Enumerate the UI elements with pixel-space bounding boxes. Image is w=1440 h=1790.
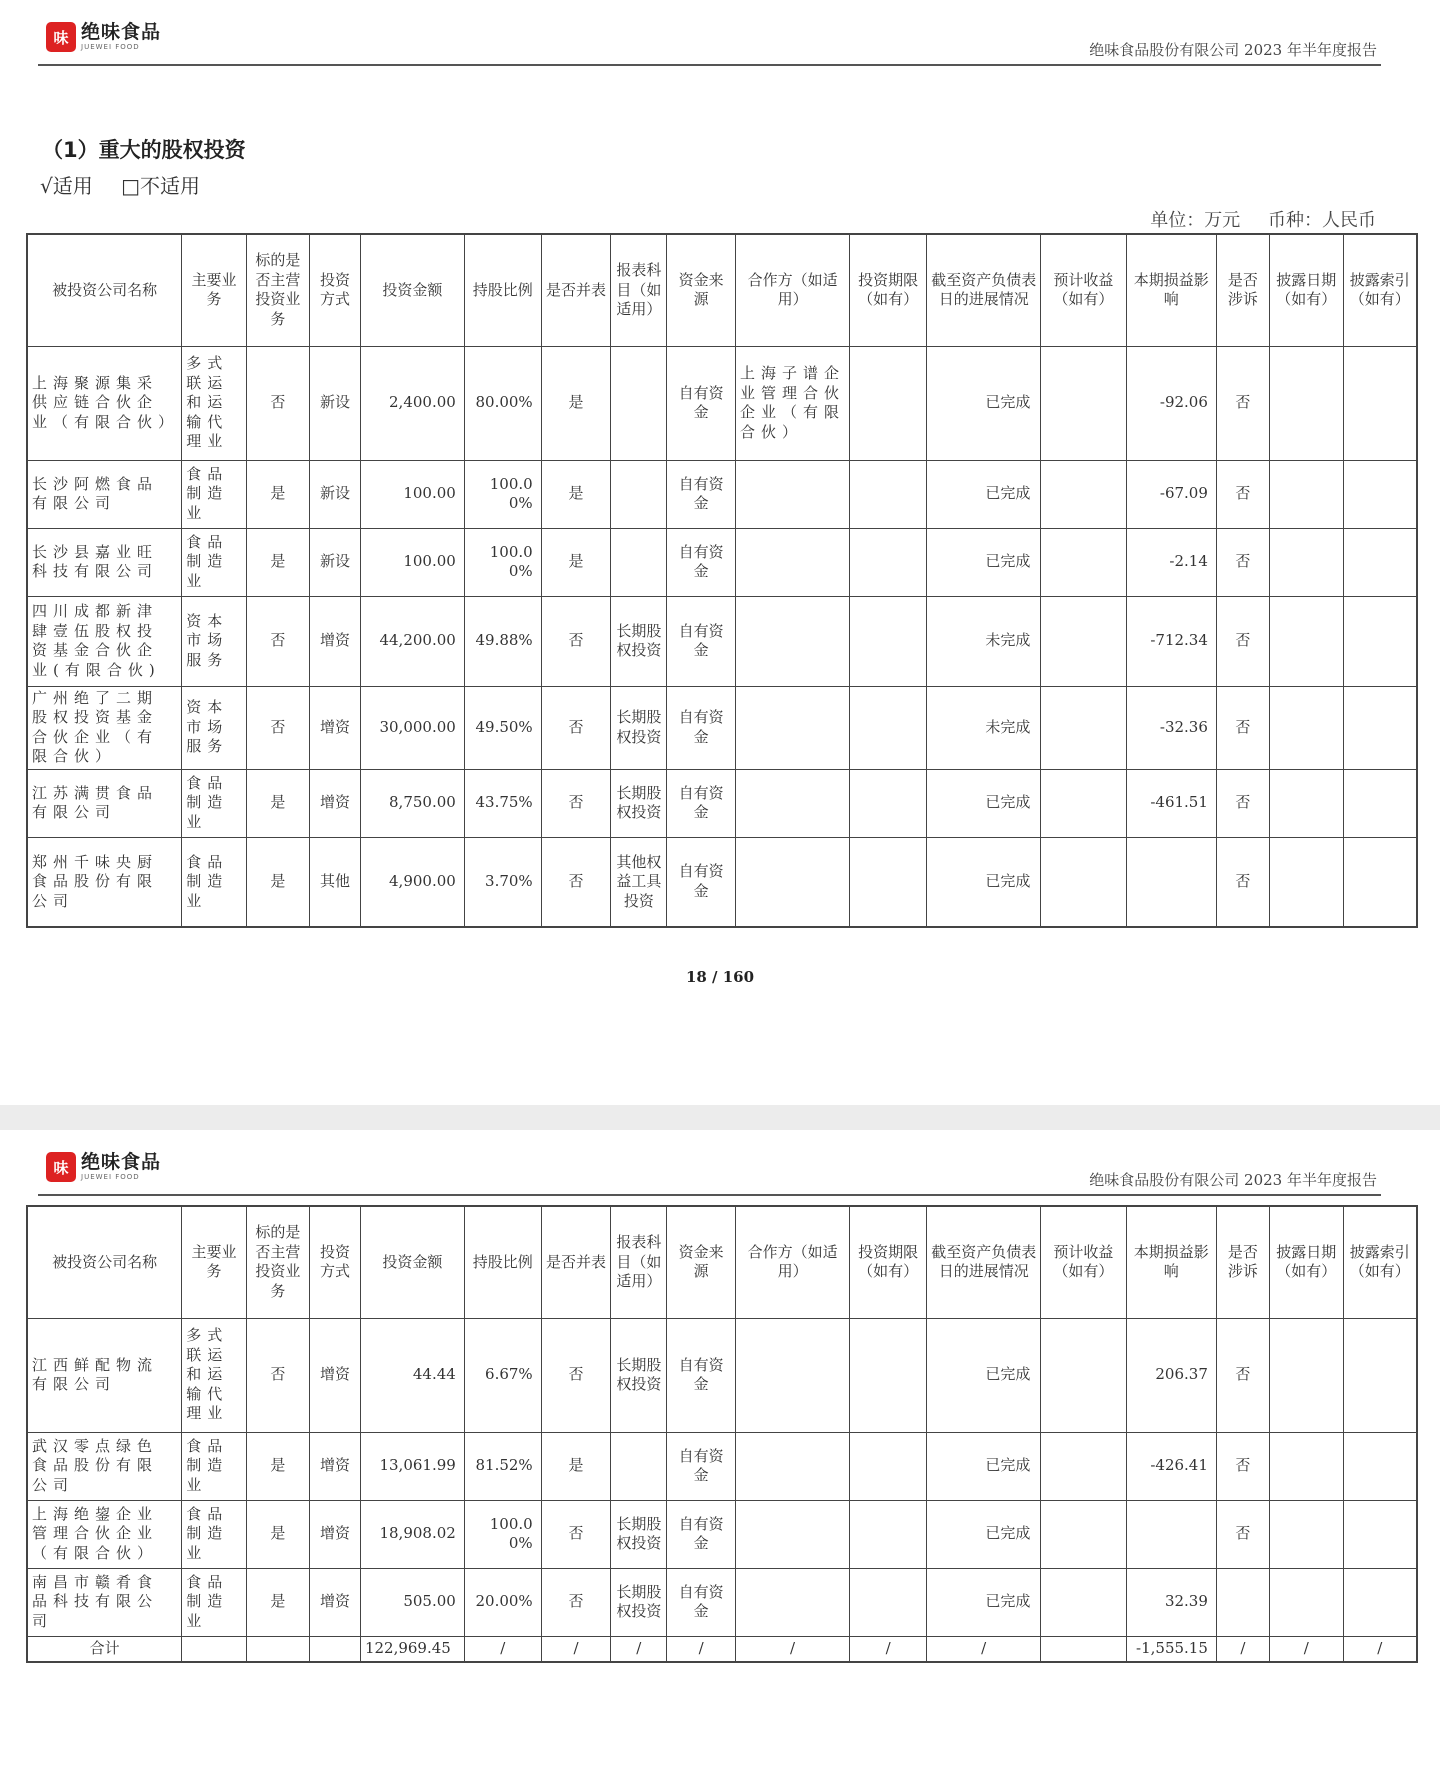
table-row xyxy=(27,596,1417,686)
table-cell: 否 xyxy=(246,596,309,686)
table-cell xyxy=(1269,769,1343,837)
table-cell xyxy=(1041,528,1126,596)
table-cell: 49.88% xyxy=(464,596,541,686)
table-cell xyxy=(1343,528,1417,596)
page-number: 18 / 160 xyxy=(685,968,755,986)
column-header: 投资期限（如有） xyxy=(850,1206,927,1318)
table-cell: 增资 xyxy=(310,596,361,686)
table-cell: 100.00% xyxy=(464,1500,541,1568)
table-cell: 食品制造业 xyxy=(182,837,246,927)
table-cell: 自有资金 xyxy=(667,686,736,769)
total-cell: / xyxy=(850,1636,927,1662)
table-cell: 自有资金 xyxy=(667,1568,736,1636)
table-cell: 广州绝了二期股权投资基金合伙企业（有限合伙） xyxy=(27,686,182,769)
table-cell: -92.06 xyxy=(1126,346,1216,460)
total-cell: / xyxy=(735,1636,849,1662)
table-cell: 100.00 xyxy=(360,460,464,528)
table-cell xyxy=(850,1318,927,1432)
table-cell: 否 xyxy=(1216,1432,1269,1500)
table-cell: 长期股权投资 xyxy=(611,686,667,769)
table-cell: 否 xyxy=(541,769,611,837)
not-applicable-option: □不适用 xyxy=(121,174,201,198)
table-cell xyxy=(1343,837,1417,927)
table-cell: 郑州千味央厨食品股份有限公司 xyxy=(27,837,182,927)
table-cell xyxy=(735,1318,849,1432)
table-cell: 已完成 xyxy=(927,1432,1041,1500)
table-cell: 自有资金 xyxy=(667,596,736,686)
table-cell xyxy=(850,346,927,460)
unit-label: 单位：万元 xyxy=(1150,210,1241,231)
column-header: 合作方（如适用） xyxy=(735,1206,849,1318)
table-cell: 是 xyxy=(541,1432,611,1500)
column-header: 持股比例 xyxy=(464,234,541,346)
table-cell xyxy=(1343,460,1417,528)
table-cell: 否 xyxy=(1216,596,1269,686)
table-cell xyxy=(1269,1568,1343,1636)
column-header: 主要业务 xyxy=(182,234,246,346)
table-cell: 长期股权投资 xyxy=(611,769,667,837)
column-header: 主要业务 xyxy=(182,1206,246,1318)
table-cell: 自有资金 xyxy=(667,1318,736,1432)
table-cell xyxy=(850,528,927,596)
report-title: 绝味食品股份有限公司 2023 年半年度报告 xyxy=(1089,1171,1377,1189)
table-cell xyxy=(1343,346,1417,460)
column-header: 报表科目（如适用） xyxy=(611,234,667,346)
table-cell: -67.09 xyxy=(1126,460,1216,528)
juewei-logo-icon: 味 xyxy=(46,1152,76,1182)
table-cell xyxy=(611,460,667,528)
table-cell: 食品制造业 xyxy=(182,1432,246,1500)
table-cell: 已完成 xyxy=(927,460,1041,528)
table-cell: 否 xyxy=(1216,528,1269,596)
logo-english: JUEWEI FOOD xyxy=(81,43,140,51)
table-cell: 自有资金 xyxy=(667,1500,736,1568)
table-cell: 是 xyxy=(541,346,611,460)
column-header: 披露日期（如有） xyxy=(1269,1206,1343,1318)
juewei-logo-icon: 味 xyxy=(46,22,76,52)
table-cell: 81.52% xyxy=(464,1432,541,1500)
table-cell: 100.00 xyxy=(360,528,464,596)
table-cell: 否 xyxy=(246,686,309,769)
table-row xyxy=(27,769,1417,837)
table-cell xyxy=(611,346,667,460)
table-cell: 否 xyxy=(541,1500,611,1568)
total-cell: / xyxy=(464,1636,541,1662)
table-cell xyxy=(735,1568,849,1636)
table-cell: 四川成都新津肆壹伍股权投资基金合伙企业(有限合伙) xyxy=(27,596,182,686)
table-cell: 食品制造业 xyxy=(182,528,246,596)
section-title: （1）重大的股权投资 xyxy=(42,138,246,162)
column-header: 投资期限（如有） xyxy=(850,234,927,346)
column-header: 披露索引（如有） xyxy=(1343,1206,1417,1318)
table-cell xyxy=(611,528,667,596)
table-cell: 否 xyxy=(1216,346,1269,460)
logo-chinese: 绝味食品 xyxy=(81,21,162,43)
table-cell: 已完成 xyxy=(927,1500,1041,1568)
table-cell: 否 xyxy=(1216,460,1269,528)
column-header: 报表科目（如适用） xyxy=(611,1206,667,1318)
total-cell: / xyxy=(1216,1636,1269,1662)
table-cell: 食品制造业 xyxy=(182,1500,246,1568)
table-cell: 30,000.00 xyxy=(360,686,464,769)
column-header: 资金来源 xyxy=(667,1206,736,1318)
table-cell: 资本市场服务 xyxy=(182,596,246,686)
table-cell xyxy=(735,837,849,927)
total-cell: 122,969.45 xyxy=(360,1636,464,1662)
table-cell: 自有资金 xyxy=(667,837,736,927)
table-cell xyxy=(1343,1500,1417,1568)
equity-investment-table xyxy=(26,233,1418,928)
table-cell: 20.00% xyxy=(464,1568,541,1636)
table-cell xyxy=(1269,1432,1343,1500)
column-header: 被投资公司名称 xyxy=(27,1206,182,1318)
table-cell: 206.37 xyxy=(1126,1318,1216,1432)
table-cell xyxy=(1269,596,1343,686)
table-cell xyxy=(1126,837,1216,927)
column-header: 被投资公司名称 xyxy=(27,234,182,346)
table-cell: 未完成 xyxy=(927,686,1041,769)
table-cell: 是 xyxy=(246,769,309,837)
table-cell: 增资 xyxy=(310,686,361,769)
table-cell: 是 xyxy=(541,460,611,528)
table-cell: 是 xyxy=(246,1568,309,1636)
table-cell: 江苏满贯食品有限公司 xyxy=(27,769,182,837)
total-cell xyxy=(182,1636,246,1662)
page-header xyxy=(38,20,1381,66)
column-header: 预计收益（如有） xyxy=(1041,234,1126,346)
column-header: 合作方（如适用） xyxy=(735,234,849,346)
total-cell: / xyxy=(1343,1636,1417,1662)
table-cell: -32.36 xyxy=(1126,686,1216,769)
table-cell: 增资 xyxy=(310,1318,361,1432)
table-cell: 多式联运和运输代理业 xyxy=(182,1318,246,1432)
table-cell: 4,900.00 xyxy=(360,837,464,927)
table-cell: 否 xyxy=(541,1318,611,1432)
column-header: 截至资产负债表日的进展情况 xyxy=(927,234,1041,346)
table-cell xyxy=(735,460,849,528)
column-header: 是否涉诉 xyxy=(1216,234,1269,346)
total-cell xyxy=(246,1636,309,1662)
table-cell: 44,200.00 xyxy=(360,596,464,686)
table-cell xyxy=(735,1500,849,1568)
column-header: 披露日期（如有） xyxy=(1269,234,1343,346)
table-cell xyxy=(1269,686,1343,769)
table-cell xyxy=(850,769,927,837)
table-cell: 13,061.99 xyxy=(360,1432,464,1500)
applicable-option: √适用 xyxy=(40,174,93,198)
table-cell: -461.51 xyxy=(1126,769,1216,837)
table-cell xyxy=(1041,1318,1126,1432)
total-row xyxy=(27,1636,1417,1662)
table-cell: 武汉零点绿色食品股份有限公司 xyxy=(27,1432,182,1500)
table-cell xyxy=(1041,1568,1126,1636)
table-cell: 长沙阿燃食品有限公司 xyxy=(27,460,182,528)
column-header: 投资金额 xyxy=(360,1206,464,1318)
table-cell: 6.67% xyxy=(464,1318,541,1432)
table-cell: 自有资金 xyxy=(667,1432,736,1500)
table-cell xyxy=(1041,686,1126,769)
column-header: 标的是否主营投资业务 xyxy=(246,1206,309,1318)
table-cell: 否 xyxy=(1216,686,1269,769)
table-cell: 增资 xyxy=(310,769,361,837)
report-page-19 xyxy=(0,1130,1440,1790)
total-cell xyxy=(1041,1636,1126,1662)
table-cell xyxy=(735,686,849,769)
table-cell xyxy=(1269,837,1343,927)
table-cell: 是 xyxy=(246,1432,309,1500)
table-cell: 否 xyxy=(1216,769,1269,837)
table-cell: 是 xyxy=(246,1500,309,1568)
table-cell: 自有资金 xyxy=(667,346,736,460)
total-cell: / xyxy=(667,1636,736,1662)
table-cell xyxy=(850,1500,927,1568)
table-cell: 江西鲜配物流有限公司 xyxy=(27,1318,182,1432)
table-cell: 长期股权投资 xyxy=(611,1568,667,1636)
table-cell: -712.34 xyxy=(1126,596,1216,686)
table-cell xyxy=(1041,837,1126,927)
table-cell: 新设 xyxy=(310,528,361,596)
page-separator xyxy=(0,1105,1440,1130)
table-cell xyxy=(1041,460,1126,528)
table-cell: 长期股权投资 xyxy=(611,1500,667,1568)
table-cell xyxy=(611,1432,667,1500)
table-cell: 49.50% xyxy=(464,686,541,769)
table-cell: 505.00 xyxy=(360,1568,464,1636)
table-cell: 80.00% xyxy=(464,346,541,460)
table-cell xyxy=(1216,1568,1269,1636)
table-header-row xyxy=(27,234,1417,346)
report-title: 绝味食品股份有限公司 2023 年半年度报告 xyxy=(1089,41,1377,59)
table-cell xyxy=(1269,460,1343,528)
column-header: 资金来源 xyxy=(667,234,736,346)
table-cell: 南昌市赣肴食品科技有限公司 xyxy=(27,1568,182,1636)
table-cell: 是 xyxy=(246,460,309,528)
table-cell: 食品制造业 xyxy=(182,460,246,528)
table-cell: 新设 xyxy=(310,460,361,528)
table-cell: 自有资金 xyxy=(667,460,736,528)
table-cell: -2.14 xyxy=(1126,528,1216,596)
table-row xyxy=(27,528,1417,596)
table-cell: 否 xyxy=(246,346,309,460)
table-row xyxy=(27,1568,1417,1636)
table-cell: 其他权益工具投资 xyxy=(611,837,667,927)
table-cell xyxy=(1343,596,1417,686)
column-header: 投资金额 xyxy=(360,234,464,346)
table-cell xyxy=(735,528,849,596)
table-cell: 8,750.00 xyxy=(360,769,464,837)
table-row xyxy=(27,686,1417,769)
table-cell: 长期股权投资 xyxy=(611,1318,667,1432)
table-row xyxy=(27,460,1417,528)
table-cell: 已完成 xyxy=(927,837,1041,927)
table-cell: 新设 xyxy=(310,346,361,460)
page-header xyxy=(38,1150,1381,1196)
table-cell xyxy=(1041,1500,1126,1568)
table-cell xyxy=(850,837,927,927)
unit-currency-line xyxy=(1128,206,1376,232)
table-cell xyxy=(1269,528,1343,596)
table-cell xyxy=(1126,1500,1216,1568)
logo-english: JUEWEI FOOD xyxy=(81,1173,140,1181)
table-row xyxy=(27,837,1417,927)
total-cell: / xyxy=(541,1636,611,1662)
column-header: 本期损益影响 xyxy=(1126,1206,1216,1318)
table-cell xyxy=(1343,1318,1417,1432)
table-cell: 上海绝鋆企业管理合伙企业（有限合伙） xyxy=(27,1500,182,1568)
table-cell: 其他 xyxy=(310,837,361,927)
total-cell xyxy=(310,1636,361,1662)
table-cell: 上海聚源集采供应链合伙企业（有限合伙） xyxy=(27,346,182,460)
table-cell: 是 xyxy=(246,528,309,596)
table-cell: 32.39 xyxy=(1126,1568,1216,1636)
table-cell: 否 xyxy=(541,686,611,769)
total-cell: / xyxy=(927,1636,1041,1662)
table-cell: 已完成 xyxy=(927,346,1041,460)
table-cell xyxy=(1343,1568,1417,1636)
table-cell: 食品制造业 xyxy=(182,769,246,837)
table-row xyxy=(27,1500,1417,1568)
table-cell: 否 xyxy=(541,1568,611,1636)
table-cell: 18,908.02 xyxy=(360,1500,464,1568)
table-cell: 100.00% xyxy=(464,528,541,596)
table-cell xyxy=(850,1432,927,1500)
total-cell: -1,555.15 xyxy=(1126,1636,1216,1662)
column-header: 是否并表 xyxy=(541,1206,611,1318)
table-cell xyxy=(1269,1318,1343,1432)
column-header: 是否涉诉 xyxy=(1216,1206,1269,1318)
table-cell: 自有资金 xyxy=(667,528,736,596)
table-cell xyxy=(735,596,849,686)
currency-label: 币种：人民币 xyxy=(1268,210,1376,231)
table-cell: 增资 xyxy=(310,1432,361,1500)
table-cell: 上海子谱企业管理合伙企业（有限合伙） xyxy=(735,346,849,460)
table-cell: 43.75% xyxy=(464,769,541,837)
table-cell: 多式联运和运输代理业 xyxy=(182,346,246,460)
table-cell xyxy=(850,686,927,769)
table-cell: 已完成 xyxy=(927,1318,1041,1432)
column-header: 投资方式 xyxy=(310,1206,361,1318)
table-cell: 是 xyxy=(541,528,611,596)
table-cell: 否 xyxy=(541,837,611,927)
total-cell: / xyxy=(1269,1636,1343,1662)
table-cell: 自有资金 xyxy=(667,769,736,837)
table-cell xyxy=(1041,346,1126,460)
column-header: 持股比例 xyxy=(464,1206,541,1318)
table-cell xyxy=(850,596,927,686)
table-cell: 已完成 xyxy=(927,769,1041,837)
table-cell xyxy=(1041,596,1126,686)
equity-investment-table-continued xyxy=(26,1205,1418,1663)
table-cell: 已完成 xyxy=(927,528,1041,596)
column-header: 披露索引（如有） xyxy=(1343,234,1417,346)
table-cell: 资本市场服务 xyxy=(182,686,246,769)
column-header: 标的是否主营投资业务 xyxy=(246,234,309,346)
total-cell: / xyxy=(611,1636,667,1662)
table-cell: 已完成 xyxy=(927,1568,1041,1636)
table-cell xyxy=(735,769,849,837)
table-cell xyxy=(850,1568,927,1636)
table-cell: 未完成 xyxy=(927,596,1041,686)
table-cell: 否 xyxy=(246,1318,309,1432)
table-cell: 长期股权投资 xyxy=(611,596,667,686)
column-header: 截至资产负债表日的进展情况 xyxy=(927,1206,1041,1318)
table-cell xyxy=(1269,346,1343,460)
total-cell: 合计 xyxy=(27,1636,182,1662)
table-cell: 增资 xyxy=(310,1500,361,1568)
table-cell: 否 xyxy=(541,596,611,686)
company-logo xyxy=(46,1150,161,1184)
table-cell xyxy=(1041,769,1126,837)
table-cell xyxy=(850,460,927,528)
column-header: 预计收益（如有） xyxy=(1041,1206,1126,1318)
column-header: 投资方式 xyxy=(310,234,361,346)
table-cell xyxy=(735,1432,849,1500)
table-row xyxy=(27,1318,1417,1432)
table-row xyxy=(27,346,1417,460)
table-cell: 否 xyxy=(1216,837,1269,927)
table-row xyxy=(27,1432,1417,1500)
table-cell xyxy=(1269,1500,1343,1568)
table-cell xyxy=(1343,769,1417,837)
table-cell: 44.44 xyxy=(360,1318,464,1432)
logo-chinese: 绝味食品 xyxy=(81,1151,162,1173)
table-cell: 3.70% xyxy=(464,837,541,927)
table-cell: 否 xyxy=(1216,1500,1269,1568)
table-cell xyxy=(1343,1432,1417,1500)
table-cell xyxy=(1041,1432,1126,1500)
table-header-row xyxy=(27,1206,1417,1318)
table-cell xyxy=(1343,686,1417,769)
column-header: 本期损益影响 xyxy=(1126,234,1216,346)
table-cell: -426.41 xyxy=(1126,1432,1216,1500)
table-cell: 2,400.00 xyxy=(360,346,464,460)
table-cell: 长沙县嘉业旺科技有限公司 xyxy=(27,528,182,596)
table-cell: 是 xyxy=(246,837,309,927)
table-cell: 食品制造业 xyxy=(182,1568,246,1636)
applicability xyxy=(40,170,222,199)
company-logo xyxy=(46,20,161,54)
table-cell: 100.00% xyxy=(464,460,541,528)
column-header: 是否并表 xyxy=(541,234,611,346)
table-cell: 增资 xyxy=(310,1568,361,1636)
table-cell: 否 xyxy=(1216,1318,1269,1432)
